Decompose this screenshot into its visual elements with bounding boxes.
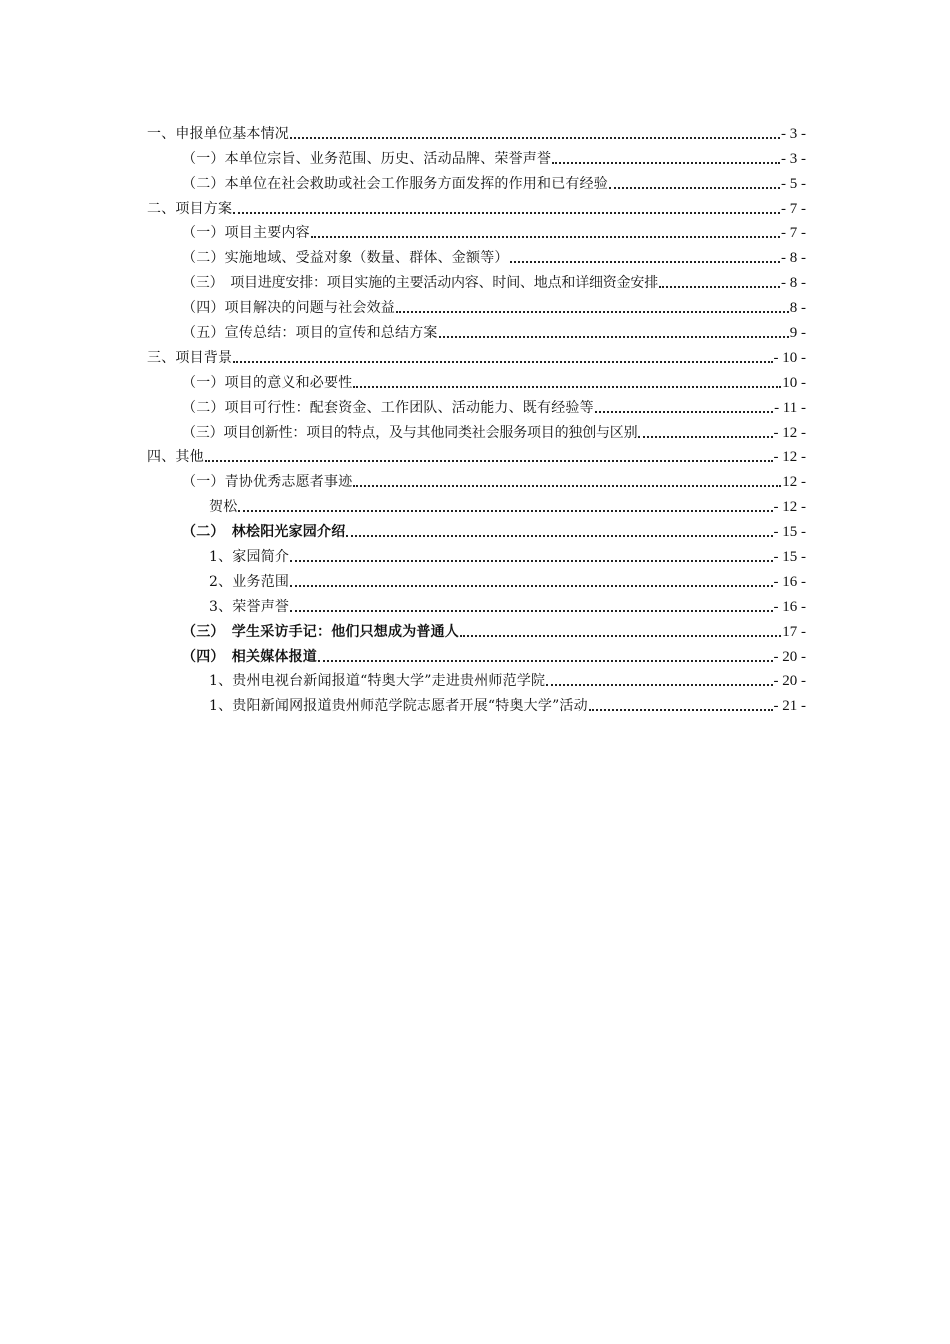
toc-entry-title: （四） 相关媒体报道 (182, 648, 317, 665)
toc-entry-sunshine-home[interactable] (147, 516, 806, 541)
toc-entry-project-background[interactable] (147, 342, 806, 367)
toc-entry-title: （五）宣传总结：项目的宣传和总结方案 (182, 325, 438, 342)
toc-page-number: - 12 - (773, 499, 806, 516)
toc-dot-leader (318, 659, 773, 662)
toc-entry-title: 1、贵州电视台新闻报道“特奥大学”走进贵州师范学院 (209, 673, 546, 690)
toc-entry-guiyang-news-report[interactable] (147, 690, 806, 715)
toc-entry-title: 1、家园简介 (209, 549, 290, 566)
toc-entry-title: （二）实施地域、受益对象（数量、群体、金额等） (182, 250, 509, 267)
toc-entry-innovation[interactable] (147, 417, 806, 442)
toc-page-number: - 16 - (773, 598, 806, 615)
toc-dot-leader (595, 410, 773, 413)
toc-entry-title: （三）项目创新性：项目的特点，及与其他同类社会服务项目的独创与区别 (182, 424, 638, 441)
toc-page-number: - 12 - (773, 449, 806, 466)
toc-page-number: - 5 - (781, 175, 806, 192)
toc-entry-title: （一）本单位宗旨、业务范围、历史、活动品牌、荣誉声誉 (182, 150, 552, 167)
toc-entry-guizhou-tv-report[interactable] (147, 666, 806, 691)
toc-entry-title: 贺松 (209, 499, 238, 516)
toc-entry-main-content[interactable] (147, 218, 806, 243)
toc-entry-feasibility[interactable] (147, 392, 806, 417)
toc-dot-leader (205, 459, 773, 462)
toc-entry-title: 一、申报单位基本情况 (147, 125, 289, 142)
toc-dot-leader (589, 708, 773, 711)
toc-entry-home-intro[interactable] (147, 541, 806, 566)
toc-page-number: - 3 - (781, 125, 806, 142)
toc-dot-leader (346, 534, 772, 537)
toc-page-number: - 20 - (773, 648, 806, 665)
toc-entry-publicity-summary[interactable] (147, 317, 806, 342)
toc-page-number: - 15 - (773, 524, 806, 541)
toc-entry-business-scope[interactable] (147, 566, 806, 591)
toc-entry-volunteer-deeds[interactable] (147, 466, 806, 491)
toc-page-number: - 20 - (773, 673, 806, 690)
toc-entry-title: 三、项目背景 (147, 349, 233, 366)
toc-entry-title: （三） 项目进度安排：项目实施的主要活动内容、时间、地点和详细资金安排 (182, 275, 658, 292)
toc-entry-other[interactable] (147, 442, 806, 467)
toc-entry-region-beneficiaries[interactable] (147, 242, 806, 267)
toc-dot-leader (290, 584, 772, 587)
toc-entry-title: （二） 林桧阳光家园介绍 (182, 524, 346, 541)
toc-entry-title: （二）项目可行性：配套资金、工作团队、活动能力、既有经验等 (182, 399, 594, 416)
toc-page-number: - 8 - (781, 250, 806, 267)
toc-page-number: 17 - (782, 623, 806, 640)
toc-dot-leader (290, 136, 780, 139)
toc-entry-title: （一）项目的意义和必要性 (182, 374, 353, 391)
table-of-contents (147, 118, 806, 715)
toc-dot-leader (552, 161, 780, 164)
toc-dot-leader (238, 509, 772, 512)
toc-dot-leader (290, 609, 772, 612)
toc-entry-problems-benefits[interactable] (147, 292, 806, 317)
toc-dot-leader (638, 435, 772, 438)
toc-entry-honors[interactable] (147, 591, 806, 616)
toc-entry-progress-schedule[interactable] (147, 267, 806, 292)
toc-dot-leader (609, 186, 780, 189)
toc-entry-title: 3、荣誉声誉 (209, 598, 290, 615)
toc-dot-leader (233, 211, 780, 214)
toc-entry-title: 2、业务范围 (209, 573, 290, 590)
toc-entry-purpose-scope-history[interactable] (147, 143, 806, 168)
toc-entry-interview-notes[interactable] (147, 616, 806, 641)
toc-dot-leader (311, 235, 780, 238)
toc-entry-social-work-role[interactable] (147, 168, 806, 193)
toc-page-number: 10 - (782, 374, 806, 391)
toc-dot-leader (546, 683, 772, 686)
toc-entry-applicant-basic-info[interactable] (147, 118, 806, 143)
toc-entry-title: （一）项目主要内容 (182, 225, 310, 242)
toc-page-number: - 15 - (773, 549, 806, 566)
toc-dot-leader (396, 310, 789, 313)
toc-page-number: 8 - (789, 300, 806, 317)
toc-page-number: - 8 - (781, 275, 806, 292)
toc-entry-media-reports[interactable] (147, 641, 806, 666)
toc-entry-title: 四、其他 (147, 449, 204, 466)
toc-page-number: - 21 - (773, 698, 806, 715)
toc-entry-project-plan[interactable] (147, 193, 806, 218)
toc-page-number: - 7 - (781, 225, 806, 242)
toc-dot-leader (460, 634, 781, 637)
toc-entry-title: 二、项目方案 (147, 200, 233, 217)
toc-dot-leader (659, 285, 780, 288)
toc-dot-leader (510, 260, 780, 263)
toc-dot-leader (353, 385, 781, 388)
toc-entry-title: （一）青协优秀志愿者事迹 (182, 474, 353, 491)
toc-dot-leader (290, 559, 772, 562)
toc-page-number: - 16 - (773, 573, 806, 590)
toc-dot-leader (439, 335, 789, 338)
toc-entry-significance[interactable] (147, 367, 806, 392)
toc-entry-he-song[interactable] (147, 491, 806, 516)
toc-page-number: - 10 - (773, 349, 806, 366)
toc-page-number: - 11 - (774, 399, 806, 416)
toc-page-number: 9 - (789, 325, 806, 342)
toc-entry-title: 1、贵阳新闻网报道贵州师范学院志愿者开展“特奥大学”活动 (209, 698, 588, 715)
toc-dot-leader (233, 360, 772, 363)
toc-entry-title: （四）项目解决的问题与社会效益 (182, 300, 395, 317)
toc-page-number: 12 - (782, 474, 806, 491)
toc-entry-title: （三） 学生采访手记：他们只想成为普通人 (182, 623, 459, 640)
toc-page-number: - 7 - (781, 200, 806, 217)
toc-page-number: - 3 - (781, 150, 806, 167)
toc-dot-leader (353, 484, 781, 487)
toc-entry-title: （二）本单位在社会救助或社会工作服务方面发挥的作用和已有经验 (182, 175, 608, 192)
toc-page-number: - 12 - (773, 424, 806, 441)
